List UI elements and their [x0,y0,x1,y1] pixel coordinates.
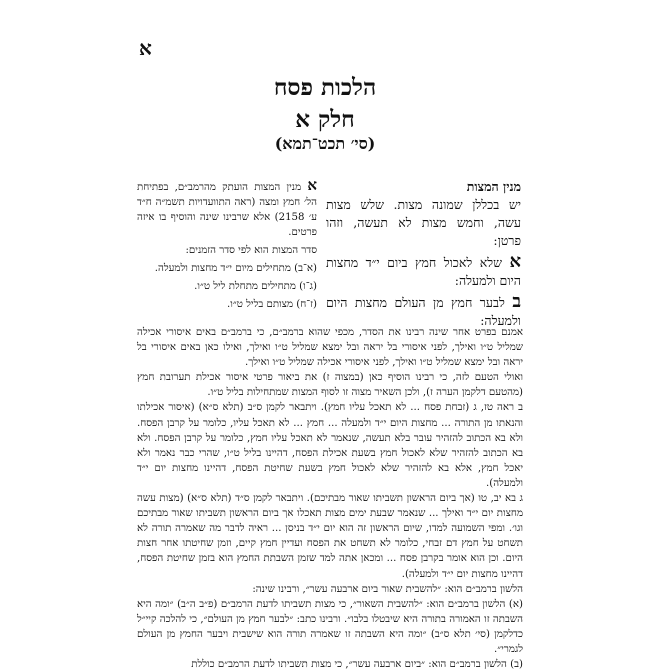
order-line-3: (ז־ח) מצותם בליל ט״ו. [227,299,317,310]
item-text: לבער חמץ מן העולם מחצות היום ולמעלה: [326,295,521,328]
mitzvah-item-1 [326,253,521,290]
part-title: חלק א [295,106,355,133]
column-heading: מנין המצות [466,179,521,194]
note-paragraph [137,178,317,240]
commentary-paragraph: (ב) הלשון ברמב״ם הוא: ״ביום ארבעה עשר״, כי מצות תשביתו לדעת הרמב״ם כוללת [191,659,523,671]
note-text: מנין המצות הועתק מהרמב״ם, בפתיחת הל׳ חמץ ומצה (ראה התוועדויות תשמ״ה ח״ד ע׳ 2158) אלא שרבינו שינה והוסיף בו איזה פרטים. [137,182,317,238]
commentary-paragraph: ג בא יב, טו (אך ביום הראשון תשביתו שאור מבתיכם). ויתבאר לקמן ס״ד (תלא ס״א) (מצות עשה מחצות יום י״ד ואילך ... שנאמר שבעת ימים מצות תאכלו אך ביום הראשון תשביתו שאור מבתיכם וגו׳. ומפי השמועה למדו, שיום הראשון זה הוא יום י״ד בניסן ... ראיה לדבר מה שאמרה תורה לא תשחט על חמץ דם זבחי, כלומר לא תשחט את הפסח ועדיין חמץ קיים, וזמן שחיטתו אחר חצות היום. וכן הוא אומר בקרבן פסח ... ומכאן אתה למד שזמן השבתת החמץ הוא בזמן שחיטת הפסח, דהיינו מחצות יום י״ד ולמעלה). [137,493,523,580]
item-letter: ב [512,291,521,312]
commentary-paragraph: ב ראה טז, ג (זבחת פסח ... לא תאכל עליו חמץ). ויתבאר לקמן ס״ב (תלא ס״א) (איסור אכילתו והנאתו מן התורה ... מחצות היום י״ד ולמעלה ... חמץ ... לא תאכל עליו, כלומר על קרבן הפסח. ולא בא הכתוב להזהיר עובר בלא תעשה, שנאמר לא תאכל עליו חמץ, כלומר על קרבן הפסח. ולא בא הכתוב להזהיר שלא לאכול חמץ בשעת אכילת הפסח, דהיינו בליל ט״ו, שהרי כבר נאמר ולא יאכל חמץ, אלא בא להזהיר שלא לאכול חמץ בשעת שחיטת הפסח, דהיינו מחצות יום י״ד ולמעלה). [137,402,523,489]
page-number: א [139,36,152,60]
main-text-column [326,178,521,333]
page-title: הלכות פסח [273,74,377,101]
commentary-paragraph: ואולי הטעם לזה, כי רבינו הוסיף כאן (במצוה ז) את ביאור פרטי איסור אכילת תערובת חמץ (מהטעם דלקמן הערה ז), ולכן השאיר מצוה זו לסוף המצות שמתחילות בליל ט״ו. [137,372,523,399]
commentary-paragraph: הלשון ברמב״ם הוא: ״להשבית שאור ביום ארבעה עשר״, ורבינו שינה: [252,583,523,595]
notes-column [137,178,317,315]
note-letter: א [307,176,317,194]
sections-subtitle: (סי׳ תכט־תמא) [274,134,376,153]
intro-paragraph: יש בכללן שמונה מצות. שלש מצות עשה, וחמש מצות לא תעשה, וזהו פרטן: [326,197,521,248]
commentary-paragraph: אמנם בפרט אחר שינה רבינו את הסדר, מכפי שהוא ברמב״ם, כי ברמב״ם באים איסורי אכילה שמליל ט״ו ואילך, לפני איסורי בל יראה ובל ימצא שמליל ט״ו ואילך, ואילו כאן באים איסורי בל יראה ובל ימצא שמליל ט״ו ואילך, לפני איסורי אכילה שמליל ט״ו ואילך. [137,327,523,369]
commentary-block [137,325,523,672]
commentary-paragraph: (א) הלשון ברמב״ם הוא: ״להשבית השאור״, כי מצות תשביתו לדעת הרמב״ם (פ״ב ה״ב) ״ומה היא השבתה זו האמורה בתורה היא שיבטלו בלבו״. ורבינו כתב: ״לבער חמץ מן העולם״, כי להלכה קיי״ל כדלקמן (סי׳ תלא ס״ב) ״ומה היא השבתה זו שאמרה תורה הוא שישבית ויבער החמץ מן העולם לגמרי״. [137,598,523,655]
item-text: שלא לאכול חמץ ביום י״ד מחצות היום ולמעלה: [326,255,521,288]
order-title: סדר המצות הוא לפי סדר הזמנים: [185,245,317,256]
order-line-2: (ג־ו) מתחילים מתחלת ליל ט״ו. [194,281,317,292]
item-letter: א [509,251,521,272]
order-line-1: (א־ב) מתחילים מיום י״ד מחצות ולמעלה. [154,263,317,274]
